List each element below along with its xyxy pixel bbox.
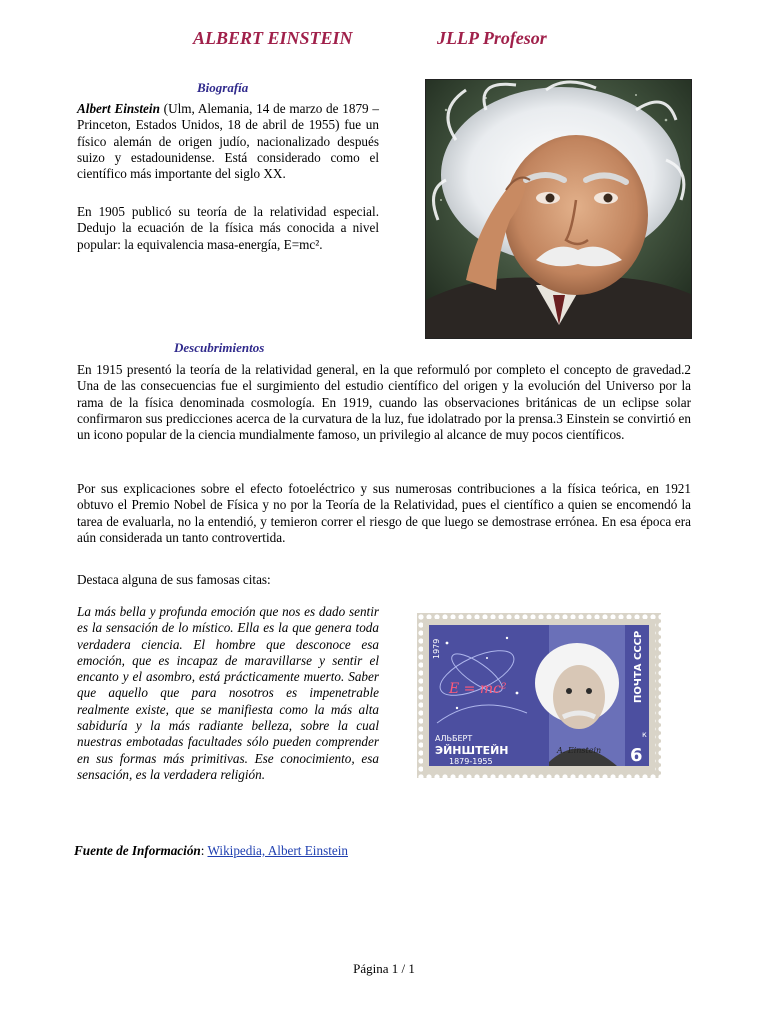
discoveries-paragraph-1: En 1915 presentó la teoría de la relatividad general, en la que reformuló por completo el concepto de gravedad.2 Una de las consecuencias fue el surgimiento del estudio científico del origen y la evolución del Universo por la rama de la física denominada cosmología. En 1919, cuando las observaciones británicas de un eclipse solar confirmaron sus predicciones acerca de la curvatura de la luz, fue idolatrado por la prensa.3 Einstein se convirtió en un icono popular de la ciencia mundialmente famoso, un privilegio al alcance de muy pocos científicos. [77,362,691,443]
source-label: Fuente de Información [74,843,201,858]
bio-paragraph-2: En 1905 publicó su teoría de la relatividad especial. Dedujo la ecuación de la física más conocida a nivel popular: la equivalencia masa-energía, E=mc². [77,204,379,252]
stamp-country: ПОЧТА СССР [633,630,644,703]
stamp-name-line-1: АЛЬБЕРТ [435,734,473,743]
header-title-left: ALBERT EINSTEIN [193,28,353,48]
einstein-quote: La más bella y profunda emoción que nos es dado sentir es la sensación de lo místico. Ella es la que genera toda verdadera ciencia. El hombre que desconoce esa emoción, que es incapaz de maravillarse y sentir el encanto y el asombro, está prácticamente muerto. Saber que aquello que para nosotros es impenetrable realmente existe, que se manifiesta como la más alta sabiduría y la más radiante belleza, sobre la cual nuestras embotadas facultades sólo pueden comprender en sus formas más primitivas. Ese conocimiento, esa sensación, es la verdadera religión. [77,604,379,782]
bio-paragraph-1 [77,101,379,182]
source-link[interactable]: Wikipedia, Albert Einstein [207,843,348,858]
stamp-name-line-2: ЭЙНШТЕЙН [435,744,509,757]
discoveries-heading: Descubrimientos [174,340,265,355]
discoveries-paragraph-2: Por sus explicaciones sobre el efecto fotoeléctrico y sus numerosas contribuciones a la física teórica, en 1921 obtuvo el Premio Nobel de Física y no por la Teoría de la Relatividad, pues el científico a quien se encomendó la tarea de evaluarla, no la entendió, y temieron correr el riesgo de que luego se demostrase errónea. En esa época era aún considerada un tanto controvertida. [77,481,691,545]
source-line [74,843,348,859]
stamp-dates: 1879-1955 [449,757,493,766]
header-title-right: JLLP Profesor [437,28,547,48]
stamp-year: 1979 [432,638,441,659]
quotes-intro: Destaca alguna de sus famosas citas: [77,572,271,587]
stamp-formula: E = mc² [449,681,507,697]
stamp-value: 6 [630,745,643,766]
page-number: Página 1 / 1 [353,961,415,976]
soviet-postage-stamp [417,613,661,778]
bio-paragraph-1-text: (Ulm, Alemania, 14 de marzo de 1879 – Princeton, Estados Unidos, 18 de abril de 1955) fue un físico alemán de origen judío, nacionalizado después suizo y estadounidense. Está considerado como el científico más importante del siglo XX. [77,101,379,182]
stamp-value-unit: к [642,730,647,739]
einstein-portrait-photo [425,79,692,339]
stamp-signature: A. Einstein [557,746,602,755]
bio-heading: Biografía [197,80,249,95]
page-header [0,28,768,52]
bio-name: Albert Einstein [77,101,160,116]
source-separator: : [200,843,208,858]
